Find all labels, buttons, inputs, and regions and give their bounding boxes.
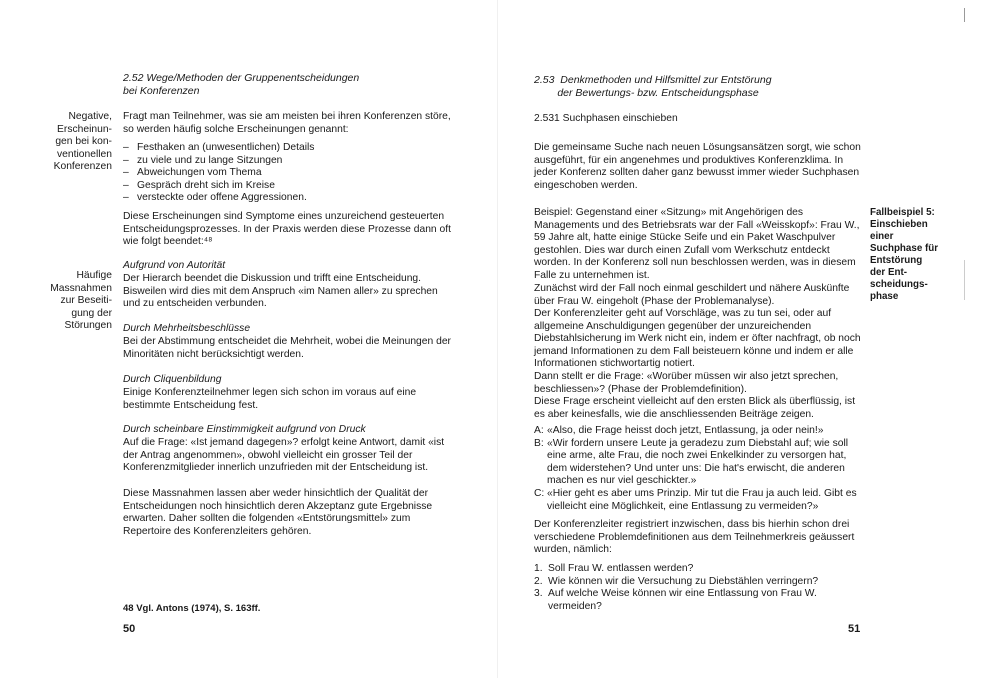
dialogue-text: «Also, die Frage heisst doch jetzt, Entlassung, ja oder nein!» [547,425,824,436]
margin-note-measures: Häufige Massnahmen zur Beseiti- gung der Störungen [50,270,112,331]
section-heading: 2.52 Wege/Methoden der Gruppenentscheidungen bei Konferenzen [123,72,360,97]
dialogue-text: «Wir fordern unsere Leute ja geradezu zum Diebstahl auf; wie soll eine arme, alte Frau, die noch zwei Enkelkinder zu versorgen hat, dem widerstehen? Und unter uns: Die hat's erwischt, die anderen machen es nur viel geschickter.» [547,437,849,487]
dialogue [534,425,861,513]
list-item: – Abweichungen vom Thema [123,167,453,180]
right-page [498,0,1000,678]
registration-paragraph: Der Konferenzleiter registriert inzwischen, dass bis hierhin schon drei verschiedene Problemdefinitionen aus dem Teilnehmerkreis geäussert wurden, nämlich: [534,519,855,556]
list-item: – Gespräch dreht sich im Kreise [123,180,453,193]
section-heading: 2.53 Denkmethoden und Hilfsmittel zur Entstörung der Bewertungs- bzw. Entscheidungsphase [534,74,772,99]
list-item: – Festhaken an (unwesentlichen) Details [123,142,453,155]
authority-paragraph: Der Hierarch beendet die Diskussion und trifft eine Entscheidung. Bisweilen wird dies mit dem Anspruch «im Namen aller» zu sprechen und zu entscheiden verbunden. [123,273,438,310]
remark-paragraph: Diese Frage erscheint vielleicht auf den ersten Blick als überflüssig, ist es aber keinesfalls, wie die anschliessenden Beiträge zeigen. [534,396,856,420]
page-number: 50 [123,623,136,635]
negative-list [123,142,453,205]
dialogue-line [534,438,861,488]
list-item: – zu viele und zu lange Sitzungen [123,155,453,168]
speaker-label: A: [534,425,544,436]
intro-paragraph: Fragt man Teilnehmer, was sie am meisten bei ihren Konferenzen störe, so werden häufig solche Erscheinungen genannt: [123,111,451,135]
pressure-paragraph: Auf die Frage: «Ist jemand dagegen»? erfolgt keine Antwort, damit «ist der Antrag angenommen», obwohl vielleicht ein grosser Teil der Konferenzmitglieder innerlich unzufrieden mit der Entscheidung ist. [123,437,445,474]
clique-paragraph: Einige Konferenzteilnehmer legen sich schon im voraus auf eine bestimmte Entscheidung fest. [123,387,417,411]
subsection-heading: 2.531 Suchphasen einschieben [534,113,678,124]
speaker-label: C: [534,487,545,499]
subheading-majority: Durch Mehrheitsbeschlüsse [123,323,251,334]
symptoms-paragraph: Diese Erscheinungen sind Symptome eines unzureichend gesteuerten Entscheidungsprozesses. In der Praxis werden diese Prozesse dann oft wie folgt beendet:⁴⁸ [123,211,451,248]
subheading-clique: Durch Cliquenbildung [123,374,222,385]
dialogue-line [534,488,861,513]
list-item: 3. Auf welche Weise können wir eine Entlassung von Frau W. vermeiden? [534,588,817,612]
speaker-label: B: [534,437,544,449]
footnote: 48 Vgl. Antons (1974), S. 163ff. [123,603,261,614]
moderator-paragraph: Der Konferenzleiter geht auf Vorschläge, was zu tun sei, oder auf allgemeine Anschuldigungen gegenüber der unzureichenden Diebstahlsicherung im Werk nicht ein, indem er öfter nachfragt, ob noch jemand Informationen zu dem Fall beisteuern könne und indem er alle Informationen stichwortartig notiert. [534,308,861,370]
problem-definitions-list [534,563,861,613]
page-number: 51 [848,623,861,635]
case-example-note: Fallbeispiel 5: Einschieben einer Suchphase für Entstörung der Ent- scheidungs- phase [870,207,939,302]
list-item: 1. Soll Frau W. entlassen werden? [534,563,694,574]
list-item: 2. Wie können wir die Versuchung zu Diebstählen verringern? [534,575,819,587]
intro-paragraph: Die gemeinsame Suche nach neuen Lösungsansätzen sorgt, wie schon ausgeführt, für ein angenehmes und produktives Konferenzklima. In jeder Konferenz sollten daher ganz bewusst immer wieder Suchphasen eingeschoben werden. [534,142,861,191]
question-paragraph: Dann stellt er die Frage: «Worüber müssen wir also jetzt sprechen, beschliessen»? (Phase der Problemdefinition). [534,371,839,395]
margin-note-negative: Negative, Erscheinun- gen bei kon- ventionellen Konferenzen [53,111,112,172]
subheading-pressure: Durch scheinbare Einstimmigkeit aufgrund von Druck [123,424,366,435]
left-page [0,0,498,678]
dialogue-line [534,425,861,438]
conclusion-paragraph: Diese Massnahmen lassen aber weder hinsichtlich der Qualität der Entscheidungen noch hinsichtlich deren Akzeptanz gute Ergebnisse erwarten. Daher sollten die folgenden «Entstörungsmittel» zum Repertoire des Konferenzleiters gehören. [123,488,433,537]
list-item: – versteckte oder offene Aggressionen. [123,192,453,205]
majority-paragraph: Bei der Abstimmung entscheidet die Mehrheit, wobei die Meinungen der Minoritäten nicht berücksichtigt werden. [123,336,451,360]
dialogue-text: «Hier geht es aber ums Prinzip. Mir tut die Frau ja auch leid. Gibt es vielleicht eine Möglichkeit, eine Entlassung zu vermeiden?» [547,487,857,512]
example-paragraph: Beispiel: Gegenstand einer «Sitzung» mit Angehörigen des Managements und des Betriebsrats war der Fall «Weisskopf»: Frau W., 59 Jahre alt, hatte einige Stücke Seife und ein Paket Waschpulver gestohlen. Dies war durch einen Zufall vom Werkschutz entdeckt worden. In der Konferenz soll nun beschlossen werden, was in diesem Falle zu unternehmen ist. [534,207,860,281]
analysis-paragraph: Zunächst wird der Fall noch einmal geschildert und nähere Auskünfte über Frau W. eingeholt (Phase der Problemanalyse). [534,283,850,307]
subheading-authority: Aufgrund von Autorität [123,260,226,271]
